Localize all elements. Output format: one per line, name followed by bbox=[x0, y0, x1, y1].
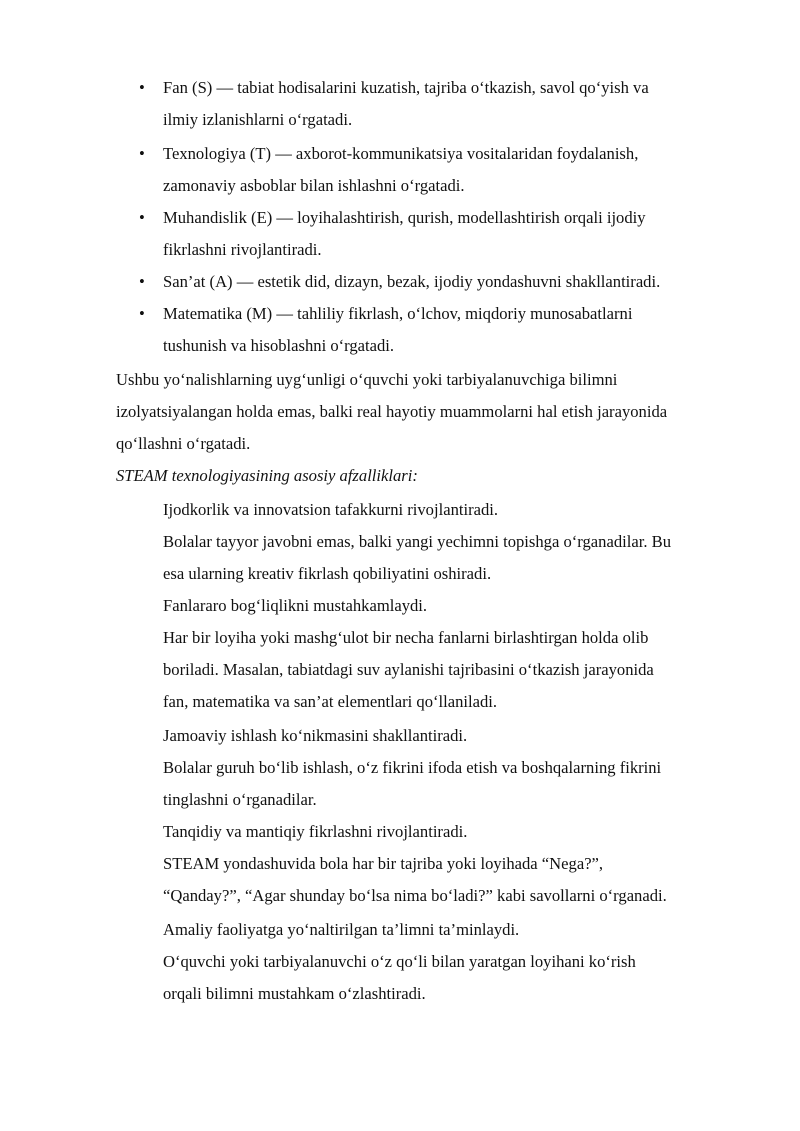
advantage-line: Ijodkorlik va innovatsion tafakkurni rivojlantiradi. bbox=[163, 500, 499, 519]
paragraph-line: qo‘llashni o‘rgatadi. bbox=[116, 434, 251, 453]
section-heading: STEAM texnologiyasining asosiy afzalliklari: bbox=[116, 466, 418, 485]
bullet-marker: • bbox=[139, 144, 145, 163]
advantage-line: O‘quvchi yoki tarbiyalanuvchi o‘z qo‘li bilan yaratgan loyihani ko‘rish bbox=[163, 952, 636, 971]
advantage-line: boriladi. Masalan, tabiatdagi suv aylanishi tajribasini o‘tkazish jarayonida bbox=[163, 660, 654, 679]
advantage-line: Amaliy faoliyatga yo‘naltirilgan ta’limni ta’minlaydi. bbox=[163, 920, 520, 939]
bullet-text-line: Matematika (M) — tahliliy fikrlash, o‘lchov, miqdoriy munosabatlarni bbox=[163, 304, 633, 323]
bullet-text-line: fikrlashni rivojlantiradi. bbox=[163, 240, 322, 259]
bullet-text-line: San’at (A) — estetik did, dizayn, bezak, ijodiy yondashuvni shakllantiradi. bbox=[163, 272, 661, 291]
advantage-line: Jamoaviy ishlash ko‘nikmasini shakllantiradi. bbox=[163, 726, 468, 745]
advantage-line: “Qanday?”, “Agar shunday bo‘lsa nima bo‘ladi?” kabi savollarni o‘rganadi. bbox=[163, 886, 667, 905]
advantage-line: fan, matematika va san’at elementlari qo‘llaniladi. bbox=[163, 692, 498, 711]
advantage-line: Bolalar guruh bo‘lib ishlash, o‘z fikrini ifoda etish va boshqalarning fikrini bbox=[163, 758, 662, 777]
advantage-line: STEAM yondashuvida bola har bir tajriba yoki loyihada “Nega?”, bbox=[163, 854, 604, 873]
paragraph-line: Ushbu yo‘nalishlarning uyg‘unligi o‘quvchi yoki tarbiyalanuvchiga bilimni bbox=[116, 370, 618, 389]
paragraph-line: izolyatsiyalangan holda emas, balki real hayotiy muammolarni hal etish jarayonida bbox=[116, 402, 668, 421]
bullet-marker: • bbox=[139, 78, 145, 97]
bullet-marker: • bbox=[139, 304, 145, 323]
advantage-line: Bolalar tayyor javobni emas, balki yangi yechimni topishga o‘rganadilar. Bu bbox=[163, 532, 671, 551]
advantage-line: esa ularning kreativ fikrlash qobiliyatini oshiradi. bbox=[163, 564, 492, 583]
advantage-line: Fanlararo bog‘liqlikni mustahkamlaydi. bbox=[163, 596, 428, 615]
advantage-line: Tanqidiy va mantiqiy fikrlashni rivojlantiradi. bbox=[163, 822, 468, 841]
bullet-marker: • bbox=[139, 272, 145, 291]
advantage-line: orqali bilimni mustahkam o‘zlashtiradi. bbox=[163, 984, 426, 1003]
bullet-text-line: tushunish va hisoblashni o‘rgatadi. bbox=[163, 336, 395, 355]
bullet-marker: • bbox=[139, 208, 145, 227]
advantage-line: tinglashni o‘rganadilar. bbox=[163, 790, 317, 809]
bullet-text-line: ilmiy izlanishlarni o‘rgatadi. bbox=[163, 110, 353, 129]
bullet-text-line: zamonaviy asboblar bilan ishlashni o‘rgatadi. bbox=[163, 176, 465, 195]
bullet-text-line: Muhandislik (E) — loyihalashtirish, qurish, modellashtirish orqali ijodiy bbox=[163, 208, 646, 227]
advantage-line: Har bir loyiha yoki mashg‘ulot bir necha fanlarni birlashtirgan holda olib bbox=[163, 628, 649, 647]
bullet-text-line: Fan (S) — tabiat hodisalarini kuzatish, tajriba o‘tkazish, savol qo‘yish va bbox=[163, 78, 649, 97]
bullet-text-line: Texnologiya (T) — axborot-kommunikatsiya vositalaridan foydalanish, bbox=[163, 144, 639, 163]
